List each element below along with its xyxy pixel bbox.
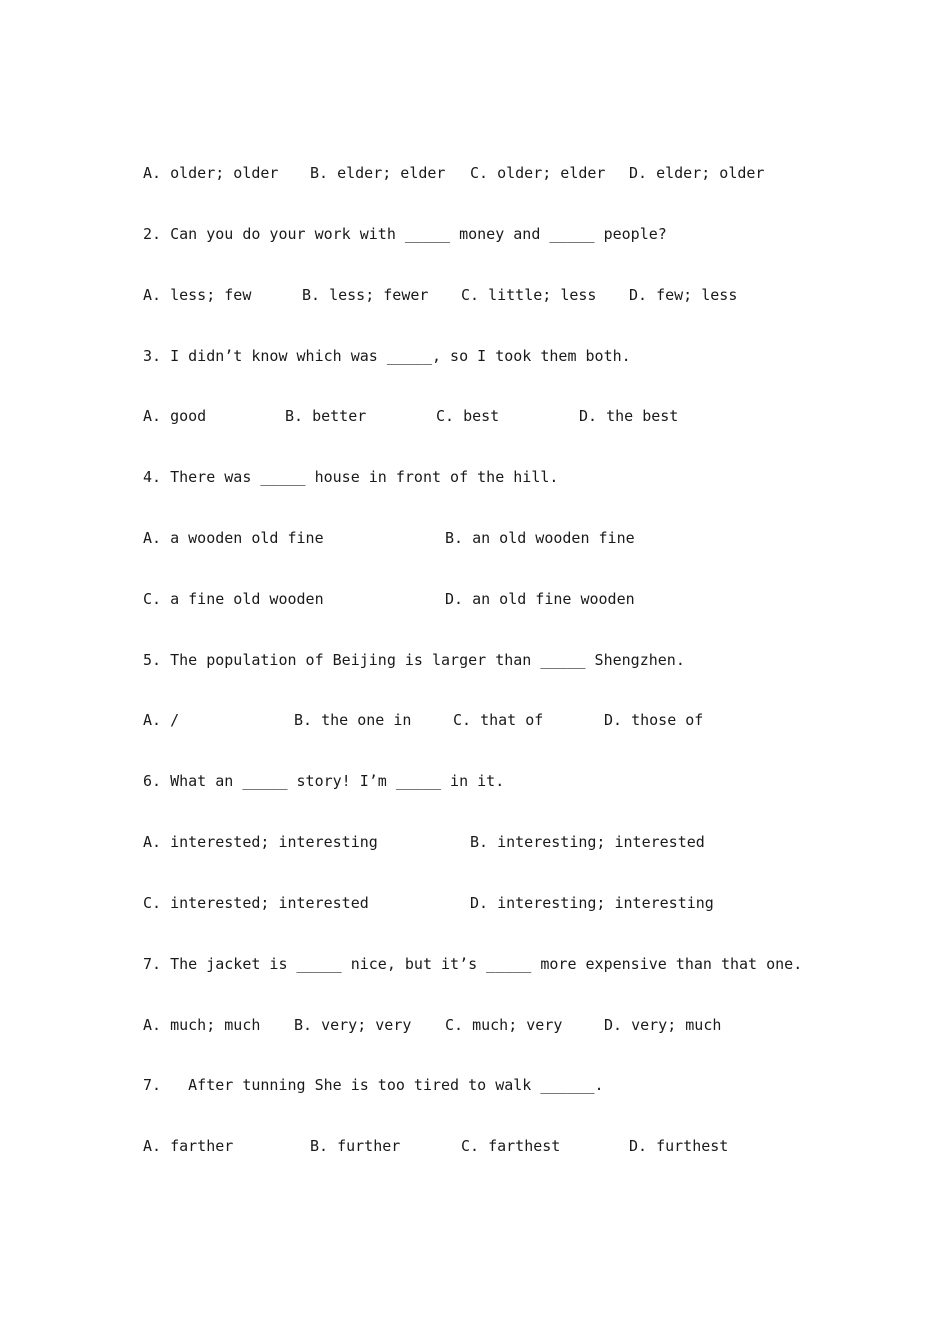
options-row-3 xyxy=(143,405,679,427)
options-row-8 xyxy=(143,892,714,914)
question-5: 5. The population of Beijing is larger than _____ Shengzhen. xyxy=(143,651,685,669)
option-c: C. much; very xyxy=(445,1016,563,1034)
option-b: B. an old wooden fine xyxy=(445,529,635,547)
option-a: A. farther xyxy=(143,1137,234,1155)
question-2: 2. Can you do your work with _____ money and _____ people? xyxy=(143,225,667,243)
option-d: D. the best xyxy=(579,407,679,425)
option-c: C. farthest xyxy=(461,1137,561,1155)
option-a: A. a wooden old fine xyxy=(143,529,324,547)
question-4: 4. There was _____ house in front of the hill. xyxy=(143,468,559,486)
question-3: 3. I didn’t know which was _____, so I took them both. xyxy=(143,347,631,365)
option-c: C. older; elder xyxy=(470,164,606,182)
options-row-4 xyxy=(143,527,635,549)
option-b: B. interesting; interested xyxy=(470,833,705,851)
option-b: B. the one in xyxy=(294,711,412,729)
options-row-1 xyxy=(143,162,765,184)
option-a: A. less; few xyxy=(143,286,252,304)
options-row-7 xyxy=(143,831,705,853)
options-row-9 xyxy=(143,1014,722,1036)
option-c: C. little; less xyxy=(461,286,597,304)
option-c: C. interested; interested xyxy=(143,894,369,912)
option-c: C. best xyxy=(436,407,500,425)
question-8: 7. After tunning She is too tired to walk ______. xyxy=(143,1076,604,1094)
option-a: A. much; much xyxy=(143,1016,261,1034)
option-d: D. an old fine wooden xyxy=(445,590,635,608)
option-a: A. good xyxy=(143,407,207,425)
question-6: 6. What an _____ story! I’m _____ in it. xyxy=(143,772,505,790)
option-d: D. few; less xyxy=(629,286,738,304)
option-d: D. elder; older xyxy=(629,164,765,182)
option-b: B. less; fewer xyxy=(302,286,429,304)
option-a: A. older; older xyxy=(143,164,279,182)
option-d: D. very; much xyxy=(604,1016,722,1034)
option-c: C. a fine old wooden xyxy=(143,590,324,608)
option-b: B. elder; elder xyxy=(310,164,446,182)
option-d: D. interesting; interesting xyxy=(470,894,714,912)
option-d: D. furthest xyxy=(629,1137,729,1155)
options-row-10 xyxy=(143,1135,729,1157)
option-b: B. very; very xyxy=(294,1016,412,1034)
option-c: C. that of xyxy=(453,711,544,729)
options-row-2 xyxy=(143,284,738,306)
question-7: 7. The jacket is _____ nice, but it’s _____ more expensive than that one. xyxy=(143,955,803,973)
option-a: A. / xyxy=(143,711,180,729)
options-row-6 xyxy=(143,709,704,731)
option-b: B. better xyxy=(285,407,367,425)
option-b: B. further xyxy=(310,1137,401,1155)
option-a: A. interested; interesting xyxy=(143,833,378,851)
options-row-5 xyxy=(143,588,635,610)
option-d: D. those of xyxy=(604,711,704,729)
